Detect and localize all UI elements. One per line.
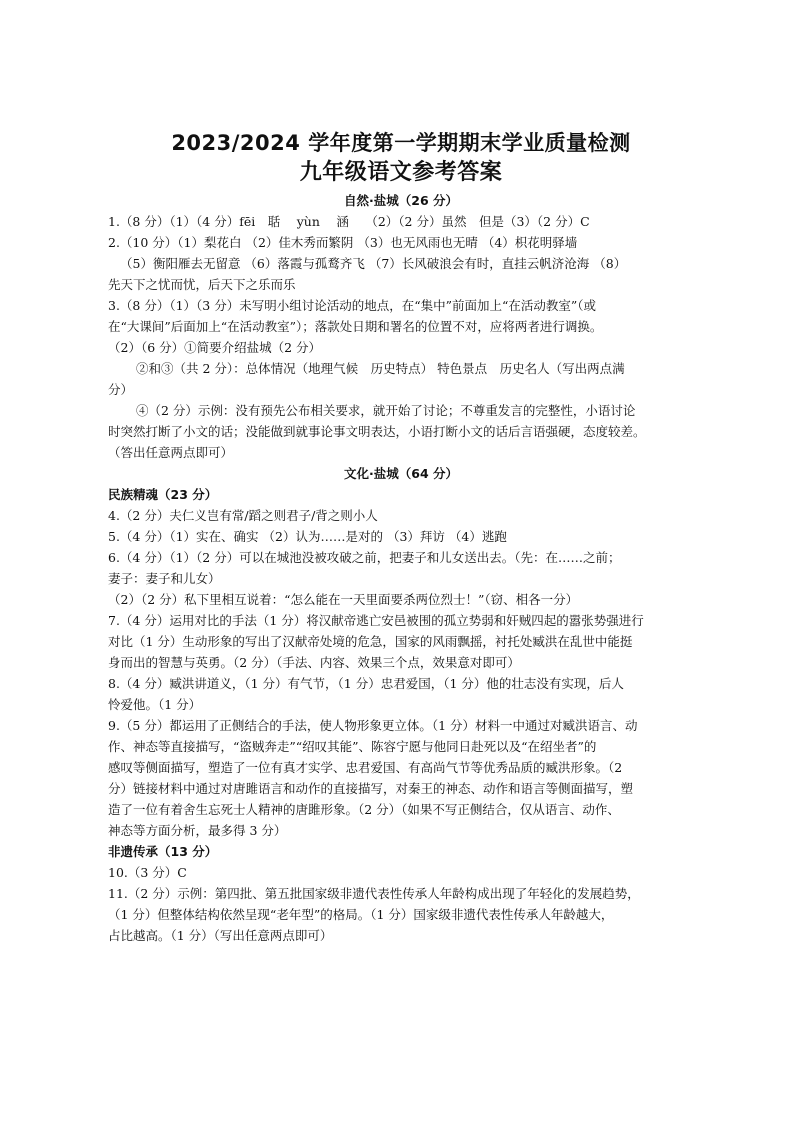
answer-line: 6.（4 分）（1）（2 分）可以在城池没被攻破之前，把妻子和儿女送出去。（先：在……之前； [108, 550, 621, 565]
answer-line: （1 分）但整体结构依然呈现“老年型”的格局。（1 分）国家级非遗代表性传承人年龄越大， [108, 907, 614, 922]
answer-line: 感叹等侧面描写，塑造了一位有真才实学、忠君爱国、有高尚气节等优秀品质的臧洪形象。（2 [108, 760, 623, 775]
answer-line: 分） [108, 382, 134, 397]
answer-line: 占比越高。（1 分）（写出任意两点即可） [108, 928, 333, 943]
section-heading-nature: 自然·盐城（26 分） [344, 193, 458, 208]
answer-line: 10.（3 分）C [108, 865, 187, 880]
document-subtitle: 九年级语文参考答案 [299, 160, 503, 185]
answer-line: 4.（2 分）夫仁义岂有常/蹈之则君子/背之则小人 [108, 508, 378, 523]
answer-line: 造了一位有着舍生忘死士人精神的唐雎形象。（2 分）（如果不写正侧结合，仅从语言、动作、 [108, 802, 620, 817]
answer-line: 5.（4 分）（1）实在、确实 （2）认为……是对的 （3）拜访 （4）逃跑 [108, 529, 507, 544]
answer-line: 分）链接材料中通过对唐雎语言和动作的直接描写，对秦王的神态、动作和语言等侧面描写，塑 [108, 781, 634, 796]
answer-line: 7.（4 分）运用对比的手法（1 分）将汉献帝逃亡安邑被围的孤立势弱和奸贼四起的嚣张势强进行 [108, 613, 644, 628]
section-heading-culture: 文化·盐城（64 分） [344, 466, 458, 481]
answer-line: 8.（4 分）臧洪讲道义，（1 分）有气节，（1 分）忠君爱国，（1 分）他的壮志没有实现，后人 [108, 676, 624, 691]
answer-line: 身而出的智慧与英勇。（2 分）（手法、内容、效果三个点，效果意对即可） [108, 655, 520, 670]
answer-line: （答出任意两点即可） [108, 445, 234, 460]
answer-line: 怜爱他。（1 分） [108, 697, 202, 712]
answer-line: 2.（10 分）（1）梨花白 （2）佳木秀而繁阴 （3）也无风雨也无晴 （4）枳花明驿墙 [108, 235, 578, 250]
answer-line: 在“大课间”后面加上“在活动教室”）；落款处日期和署名的位置不对，应将两者进行调换。 [108, 319, 603, 334]
answer-line: 11.（2 分）示例：第四批、第五批国家级非遗代表性传承人年龄构成出现了年轻化的发展趋势， [108, 886, 640, 901]
answer-line: 神态等方面分析，最多得 3 分） [108, 823, 287, 838]
answer-line: 先天下之忧而忧，后天下之乐而乐 [108, 277, 296, 292]
answer-line: ④（2 分）示例：没有预先公布相关要求，就开始了讨论；不尊重发言的完整性，小语讨论 [136, 403, 636, 418]
subsection-heading-spirit: 民族精魂（23 分） [108, 487, 218, 502]
answer-line: 妻子：妻子和儿女） [108, 571, 221, 586]
answer-page [108, 128, 694, 946]
answer-line: 时突然打断了小文的话；没能做到就事论事文明表达，小语打断小文的话后言语强硬，态度较差。 [108, 424, 646, 439]
answer-line: （5）衡阳雁去无留意 （6）落霞与孤鹜齐飞 （7）长风破浪会有时，直挂云帆济沧海 （8） [120, 256, 627, 271]
answer-line: 对比（1 分）生动形象的写出了汉献帝处境的危急，国家的风雨飘摇，衬托处臧洪在乱世中能挺 [108, 634, 633, 649]
answer-line: ②和③（共 2 分）：总体情况（地理气候 历史特点） 特色景点 历史名人（写出两点满 [136, 361, 625, 376]
document-title: 2023/2024 学年度第一学期期末学业质量检测 [171, 131, 631, 155]
answer-line: 9.（5 分）都运用了正侧结合的手法，使人物形象更立体。（1 分）材料一中通过对臧洪语言、动 [108, 718, 638, 733]
subsection-heading-heritage: 非遗传承（13 分） [108, 844, 218, 859]
answer-line: 作、神态等直接描写，“盗贼奔走”“绍叹其能”、陈容宁愿与他同日赴死以及“在绍坐者”的 [108, 739, 597, 754]
answer-line: （2）（6 分）①简要介绍盐城（2 分） [108, 340, 322, 355]
answer-line: （2）（2 分）私下里相互说着：“怎么能在一天里面要杀两位烈士！”（窃、相各一分） [108, 592, 579, 607]
answer-line: 1.（8 分）（1）（4 分）fēi 聒 yùn 涵 （2）（2 分）虽然 但是（3）（2 分）C [108, 214, 590, 229]
answer-line: 3.（8 分）（1）（3 分）未写明小组讨论活动的地点，在“集中”前面加上“在活动教室”（或 [108, 298, 597, 313]
